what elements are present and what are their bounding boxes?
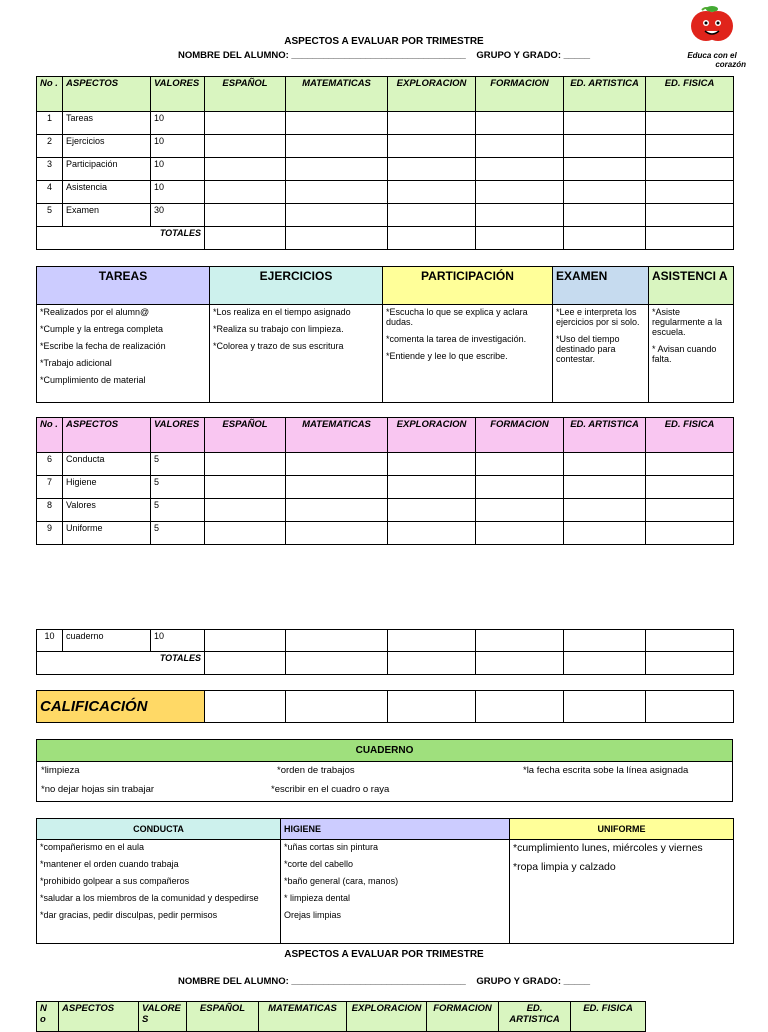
student-info-line: [0, 50, 768, 61]
col-header: No .: [37, 418, 63, 453]
col-header: ED. ARTISTICA: [564, 418, 646, 453]
cuaderno-criteria: *limpieza *orden de trabajos *la fecha escrita sobe la línea asignada *no dejar hojas sin trabajar *escribir en el cuadro o raya: [37, 762, 733, 802]
col-header: FORMACION: [476, 418, 564, 453]
logo-text: Educa con el: [687, 51, 737, 60]
grade-line: GRUPO Y GRADO: _____: [476, 50, 591, 61]
higiene-title: HIGIENE: [281, 819, 510, 840]
conducta-title: CONDUCTA: [37, 819, 281, 840]
tareas-title: TAREAS: [37, 267, 210, 305]
table-row: 8 Valores 5: [37, 499, 734, 522]
col-header: ESPAÑOL: [205, 77, 286, 112]
col-header: MATEMATICAS: [286, 77, 388, 112]
uniforme-title: UNIFORME: [510, 819, 734, 840]
totals-label: TOTALES: [37, 652, 205, 675]
col-header: ED. FISICA: [646, 77, 734, 112]
table-header: N o ASPECTOS VALORE S ESPAÑOL MATEMATICAS EXPLORACION FORMACION ED. ARTISTICA ED. FISICA: [37, 1002, 646, 1032]
totals-row: [37, 652, 734, 675]
table-header: [37, 77, 734, 112]
asistencia-criteria: *Asiste regularmente a la escuela. * Avisan cuando falta.: [649, 305, 734, 403]
table-row: 7 Higiene 5: [37, 476, 734, 499]
cuaderno-title: CUADERNO: [37, 740, 733, 762]
col-header: VALORES: [151, 77, 205, 112]
col-header: MATEMATICAS: [286, 418, 388, 453]
calificacion-label: CALIFICACIÓN: [37, 691, 205, 723]
participacion-criteria: *Escucha lo que se explica y aclara dudas. *comenta la tarea de investigación. *Entiende y lee lo que escribe.: [383, 305, 553, 403]
col-header: VALORES: [151, 418, 205, 453]
student-name-line: NOMBRE DEL ALUMNO: _________________________________: [177, 50, 466, 61]
evaluation-table-2: [36, 417, 734, 545]
table-row: 9 Uniforme 5: [37, 522, 734, 545]
evaluation-table-footer: [36, 1001, 646, 1032]
table-row: 6 Conducta 5: [37, 453, 734, 476]
col-header: ASPECTOS: [63, 77, 151, 112]
asistencia-title: ASISTENCI A: [649, 267, 734, 305]
criteria-table-1: [36, 266, 734, 403]
evaluation-table-1: [36, 76, 734, 250]
footer-title: ASPECTOS A EVALUAR POR TRIMESTRE: [284, 949, 484, 960]
col-header: ESPAÑOL: [205, 418, 286, 453]
table-row: 5 Examen 30: [37, 204, 734, 227]
uniforme-criteria: *cumplimiento lunes, miércoles y viernes *ropa limpia y calzado: [510, 840, 734, 944]
table-row: 10 cuaderno 10: [37, 630, 734, 652]
col-header: No .: [37, 77, 63, 112]
table-header: [37, 418, 734, 453]
evaluation-table-3: [36, 629, 734, 675]
apple-icon: [672, 4, 752, 46]
col-header: FORMACION: [476, 77, 564, 112]
col-header: ED. ARTISTICA: [564, 77, 646, 112]
criteria-table-2: [36, 818, 734, 944]
totals-label: TOTALES: [37, 227, 205, 250]
higiene-criteria: *uñas cortas sin pintura *corte del cabello *baño general (cara, manos) * limpieza dental Orejas limpias: [281, 840, 510, 944]
table-row: 2 Ejercicios 10: [37, 135, 734, 158]
col-header: EXPLORACION: [388, 418, 476, 453]
page-title: ASPECTOS A EVALUAR POR TRIMESTRE: [284, 36, 484, 47]
logo-text-2: corazón: [715, 60, 746, 69]
cuaderno-table: [36, 739, 733, 802]
examen-criteria: *Lee e interpreta los ejercicios por si solo. *Uso del tiempo destinado para contestar.: [553, 305, 649, 403]
examen-title: EXAMEN: [553, 267, 649, 305]
tareas-criteria: *Realizados por el alumn@ *Cumple y la entrega completa *Escribe la fecha de realización *Trabajo adicional *Cumplimiento de material: [37, 305, 210, 403]
table-row: 3 Participación 10: [37, 158, 734, 181]
conducta-criteria: *compañerismo en el aula *mantener el orden cuando trabaja *prohibido golpear a sus compañeros *saludar a los miembros de la comunidad y despedirse *dar gracias, pedir disculpas, pedir permisos: [37, 840, 281, 944]
col-header: EXPLORACION: [388, 77, 476, 112]
ejercicios-criteria: *Los realiza en el tiempo asignado *Realiza su trabajo con limpieza. *Colorea y trazo de sus escritura: [210, 305, 383, 403]
participacion-title: PARTICIPACIÓN: [383, 267, 553, 305]
totals-row: [37, 227, 734, 250]
col-header: ASPECTOS: [63, 418, 151, 453]
logo: [672, 4, 752, 69]
ejercicios-title: EJERCICIOS: [210, 267, 383, 305]
col-header: ED. FISICA: [646, 418, 734, 453]
table-row: 1 Tareas 10: [37, 112, 734, 135]
table-row: 4 Asistencia 10: [37, 181, 734, 204]
calificacion-table: [36, 690, 734, 723]
footer-student-info: NOMBRE DEL ALUMNO: _________________________________ GRUPO Y GRADO: _____: [177, 976, 591, 987]
